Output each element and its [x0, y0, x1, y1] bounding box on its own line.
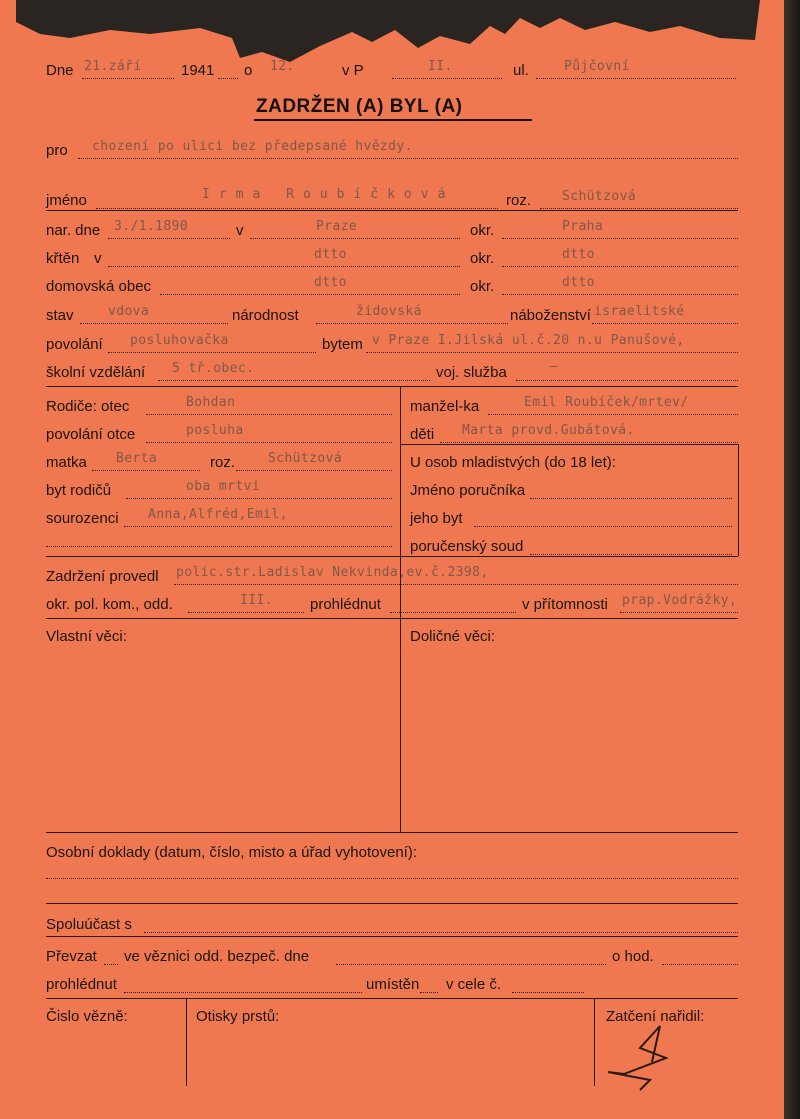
stav: vdova	[108, 304, 150, 319]
hour: 12.	[270, 59, 295, 74]
okr-pol-label: okr. pol. kom., odd.	[46, 596, 173, 613]
nabozenstvi-label: náboženství	[510, 307, 591, 324]
kreten-label: křtěn	[46, 250, 80, 267]
signature-scribble	[600, 1016, 680, 1096]
maiden-name: Schützová	[562, 189, 637, 204]
pritomnosti: prap.Vodrážky,	[622, 593, 738, 608]
zadrzeni: polic.str.Ladislav Nekvinda,ev.č.2398,	[176, 565, 489, 580]
byt-rodicu: oba mrtvi	[186, 479, 261, 494]
street: Půjčovní	[564, 59, 630, 74]
matka: Berta	[116, 451, 158, 466]
kreten-okr: dtto	[562, 247, 595, 262]
umisten-label: umístěn	[366, 976, 420, 993]
reason: chození po ulici bez předepsané hvězdy.	[92, 139, 413, 154]
domovska-okr-label: okr.	[470, 278, 495, 295]
porucensky-label: poručenský soud	[410, 538, 524, 555]
o-hod-label: o hod.	[612, 948, 654, 965]
povolani-otce-label: povolání otce	[46, 426, 136, 443]
matka-roz-label: roz.	[210, 454, 236, 471]
povolani-otce: posluha	[186, 423, 244, 438]
roz-label: roz.	[506, 192, 532, 209]
skolni-label: školní vzdělání	[46, 364, 146, 381]
deti: Marta provd.Gubátová.	[462, 423, 635, 438]
domovska: dtto	[314, 275, 347, 290]
prohlednut2-label: prohlédnut	[46, 976, 117, 993]
scan-edge	[784, 0, 800, 1119]
narodnost-label: národnost	[232, 307, 299, 324]
nar-okr-label: okr.	[470, 222, 495, 239]
veznici-label: ve věznici odd. bezpeč. dne	[124, 948, 310, 965]
pritomnosti-label: v přítomnosti	[522, 596, 608, 613]
sourozenci: Anna,Alfréd,Emil,	[148, 507, 288, 522]
mladistvi-label: U osob mladistvých (do 18 let):	[410, 454, 616, 471]
sourozenci-label: sourozenci	[46, 510, 119, 527]
skolni: 5 tř.obec.	[172, 361, 255, 376]
date-day: 21.září	[84, 59, 142, 74]
kreten-v: dtto	[314, 247, 347, 262]
dolicne-label: Doličné věci:	[410, 628, 496, 645]
nar-v-label: v	[236, 222, 244, 239]
o-label: o	[244, 62, 253, 79]
okr-pol: III.	[240, 593, 273, 608]
povolani: posluhovačka	[130, 333, 229, 348]
birth-place: Praze	[316, 219, 358, 234]
zatceni-label: Zatčení nařidil:	[606, 1008, 705, 1025]
district: II.	[428, 59, 453, 74]
v-cele-label: v cele č.	[446, 976, 502, 993]
birth-date: 3./1.1890	[114, 219, 189, 234]
year: 1941	[181, 62, 215, 79]
ul-label: ul.	[513, 62, 529, 79]
voj: —	[550, 359, 559, 374]
jmeno-label: jméno	[46, 192, 87, 209]
domovska-label: domovská obec	[46, 278, 152, 295]
zadrzeni-label: Zadržení provedl	[46, 568, 159, 585]
prohlednut-label: prohlédnut	[310, 596, 381, 613]
doklady-label: Osobní doklady (datum, číslo, misto a úřad vyhotovení):	[46, 844, 418, 861]
cislo-label: Čislo vězně:	[46, 1008, 128, 1025]
porucnik-label: Jméno poručníka	[410, 482, 526, 499]
matka-label: matka	[46, 454, 87, 471]
bytem-label: bytem	[322, 336, 363, 353]
narodnost: židovská	[356, 304, 422, 319]
birth-okr: Praha	[562, 219, 604, 234]
manzel: Emil Roubíček/mrtev/	[524, 395, 689, 410]
kreten-v-label: v	[94, 250, 102, 267]
vlastni-label: Vlastní věci:	[46, 628, 127, 645]
v-p-label: v P	[342, 62, 364, 79]
bytem: v Praze I.Jilská ul.č.20 n.u Panušové,	[372, 333, 685, 348]
manzel-label: manžel-ka	[410, 398, 480, 415]
povolani-label: povolání	[46, 336, 103, 353]
name: Irma Roubíčková	[202, 187, 455, 202]
matka-roz: Schützová	[268, 451, 343, 466]
deti-label: děti	[410, 426, 435, 443]
dne-label: Dne	[46, 62, 74, 79]
stav-label: stav	[46, 307, 74, 324]
domovska-okr: dtto	[562, 275, 595, 290]
kreten-okr-label: okr.	[470, 250, 495, 267]
jeho-byt-label: jeho byt	[410, 510, 463, 527]
voj-label: voj. služba	[436, 364, 507, 381]
otec: Bohdan	[186, 395, 236, 410]
form-title: ZADRŽEN (A) BYL (A)	[256, 96, 463, 117]
otisky-label: Otisky prstů:	[196, 1008, 280, 1025]
prevzat-label: Převzat	[46, 948, 97, 965]
otec-label: Rodiče: otec	[46, 398, 130, 415]
nabozenstvi: israelitské	[594, 304, 685, 319]
spoluucast-label: Spoluúčast s	[46, 916, 132, 933]
pro-label: pro	[46, 142, 68, 159]
byt-rodicu-label: byt rodičů	[46, 482, 112, 499]
nar-label: nar. dne	[46, 222, 101, 239]
